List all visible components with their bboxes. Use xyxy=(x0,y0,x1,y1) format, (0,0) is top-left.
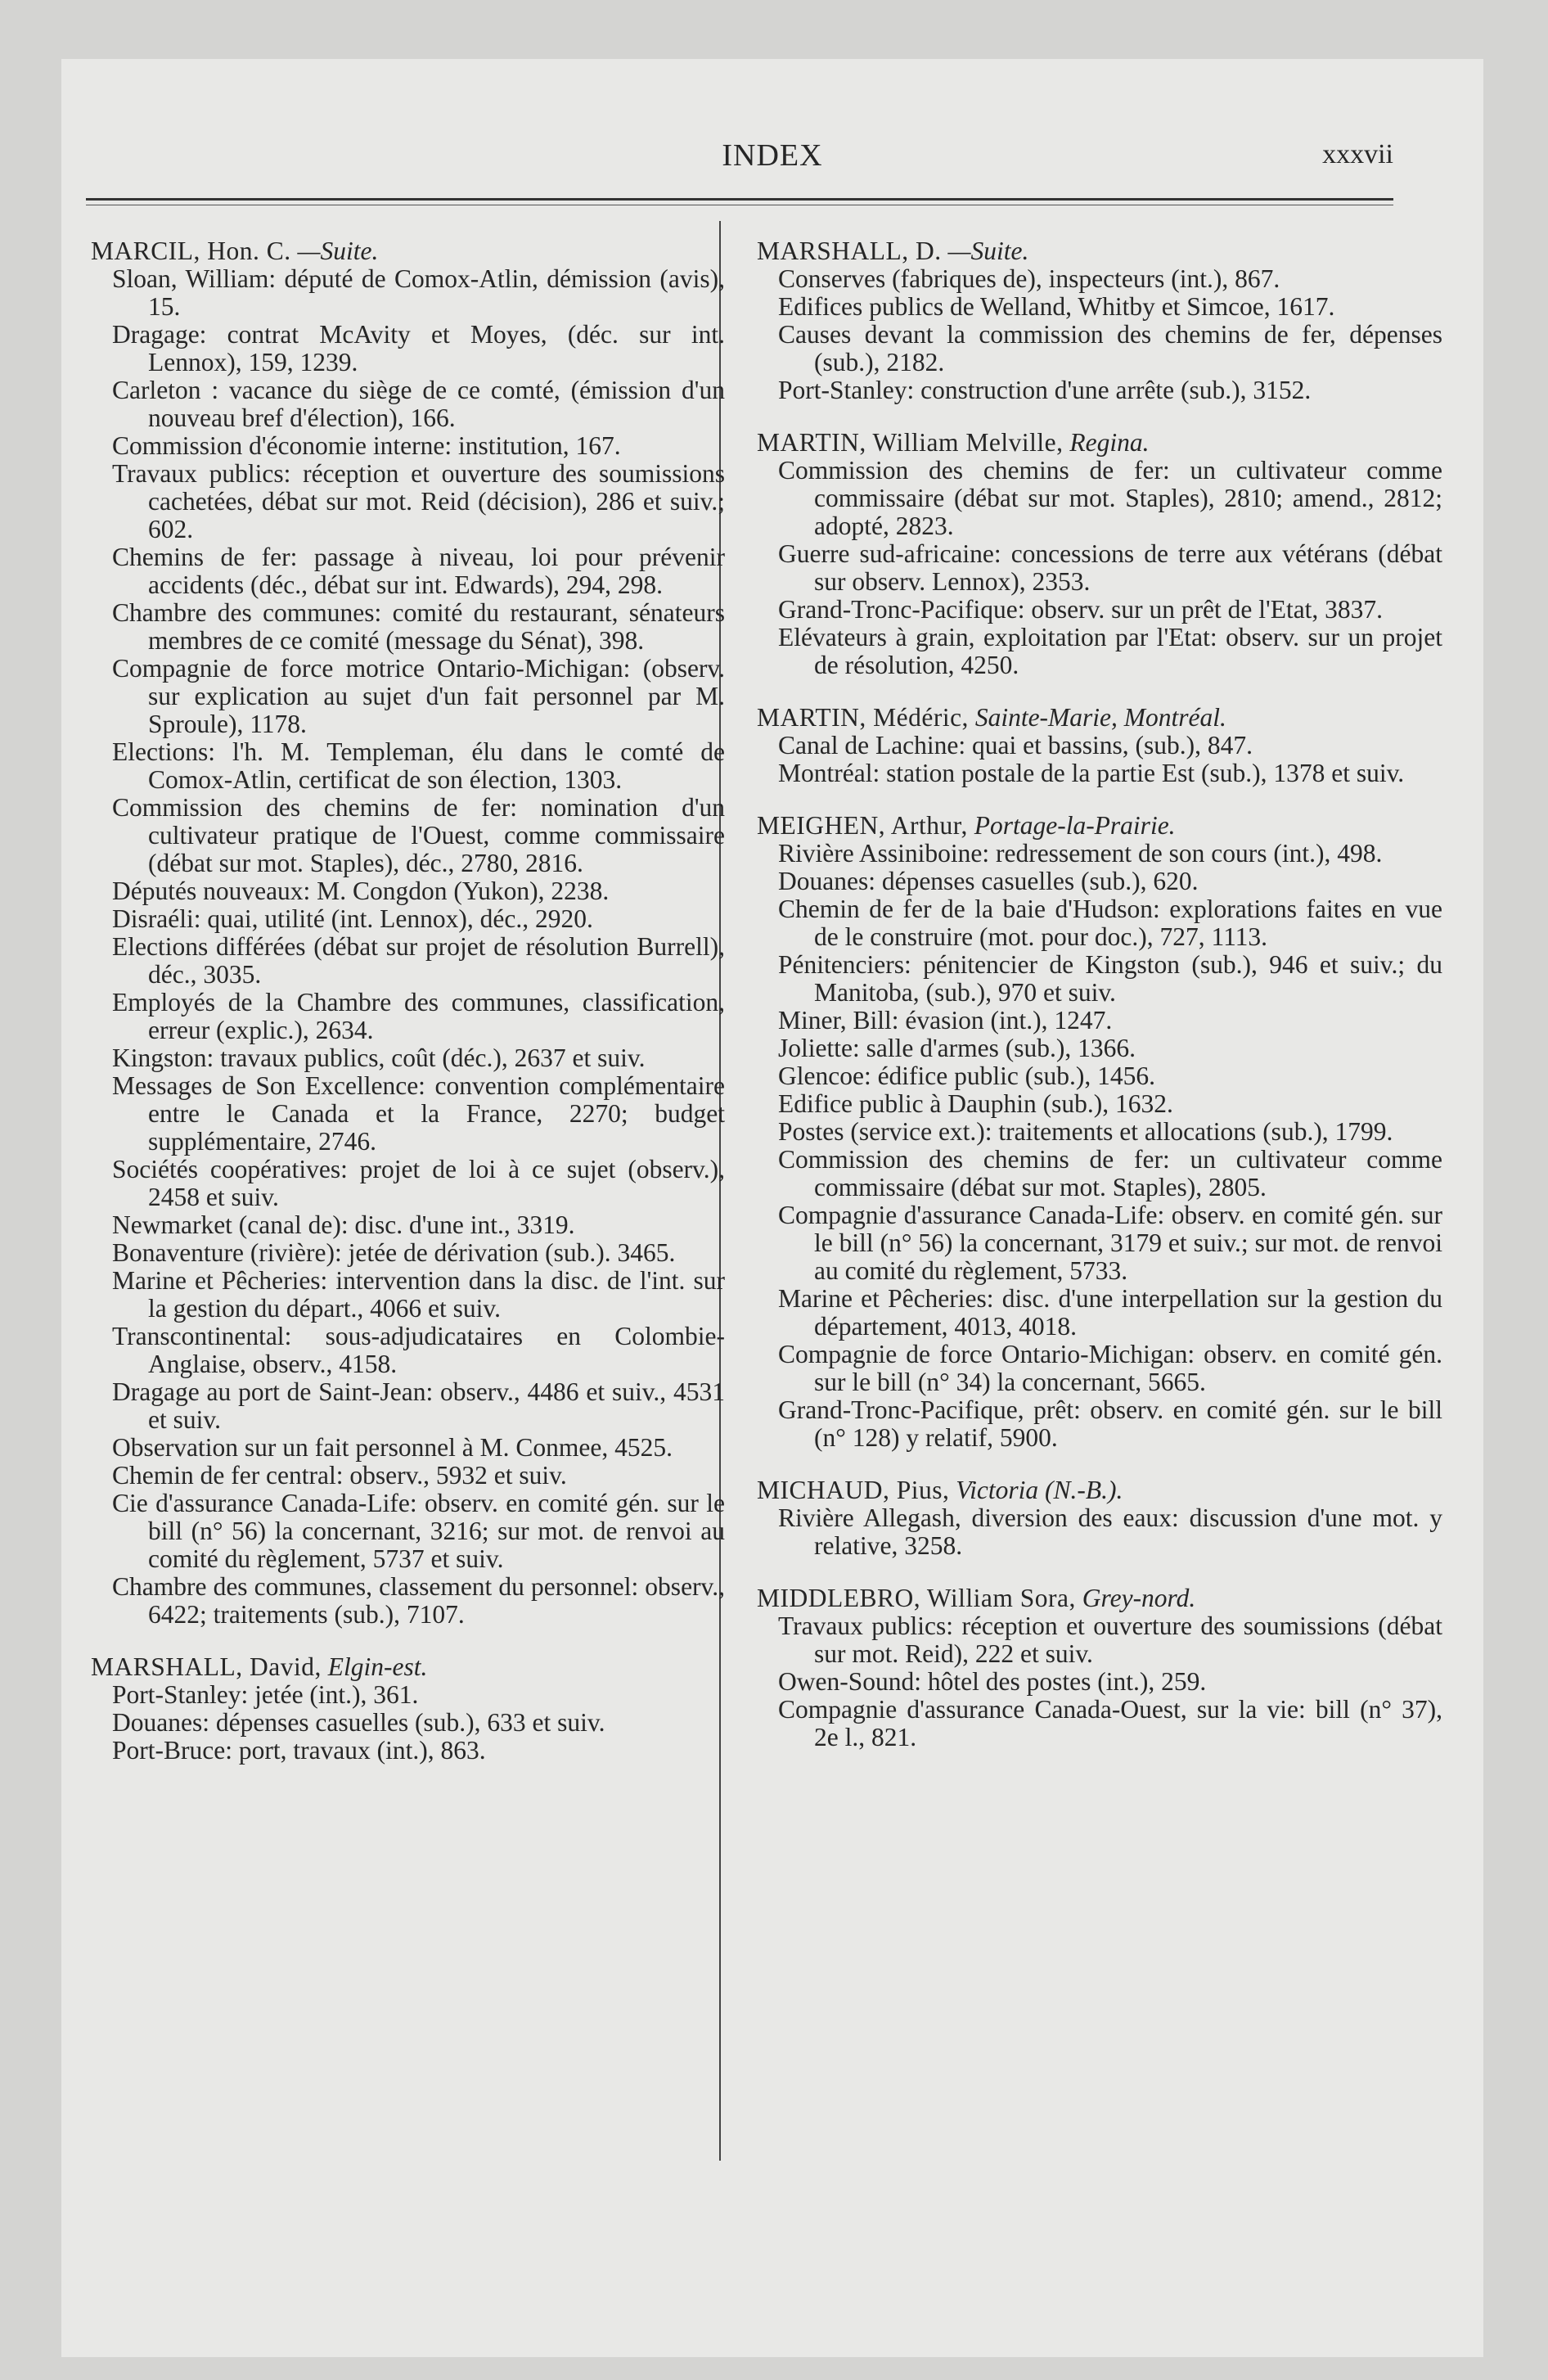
member-qualifier: Elgin-est. xyxy=(327,1652,428,1681)
index-entry: Commission des chemins de fer: un cultivateur comme commissaire (débat sur mot. Staples), 2805. xyxy=(778,1145,1442,1201)
index-entry: Députés nouveaux: M. Congdon (Yukon), 2238. xyxy=(112,877,610,905)
member-qualifier: —Suite. xyxy=(297,237,379,265)
index-entry: Elections: l'h. M. Templeman, élu dans le comté de Comox-Atlin, certificat de son élection, 1303. xyxy=(112,737,725,794)
index-entry: Chambre des communes, classement du personnel: observ., 6422; traitements (sub.), 7107. xyxy=(112,1572,725,1629)
index-heading xyxy=(757,237,1442,265)
index-entry: Chemin de fer central: observ., 5932 et suiv. xyxy=(112,1461,567,1490)
index-group xyxy=(757,429,1442,679)
member-qualifier: Sainte-Marie, Montréal. xyxy=(974,703,1226,732)
header-rule xyxy=(86,198,1393,201)
index-group xyxy=(757,237,1442,404)
index-entry: Port-Stanley: construction d'une arrête (sub.), 3152. xyxy=(778,376,1312,404)
index-entry: Employés de la Chambre des communes, classification, erreur (explic.), 2634. xyxy=(112,988,725,1044)
right-column xyxy=(716,237,1442,1776)
member-name: MIDDLEBRO, William Sora, xyxy=(757,1584,1076,1612)
index-entry: Guerre sud-africaine: concessions de terre aux vétérans (débat sur observ. Lennox), 2353. xyxy=(778,539,1442,596)
member-name: MICHAUD, Pius, xyxy=(757,1476,950,1504)
index-heading xyxy=(757,704,1442,732)
index-entry: Marine et Pêcheries: intervention dans la disc. de l'int. sur la gestion du départ., 4066 et suiv. xyxy=(112,1266,725,1323)
index-entry: Disraéli: quai, utilité (int. Lennox), déc., 2920. xyxy=(112,904,593,933)
index-entry: Carleton : vacance du siège de ce comté, (émission d'un nouveau bref d'élection), 166. xyxy=(112,376,725,432)
index-entry: Commission des chemins de fer: nomination d'un cultivateur pratique de l'Ouest, comme commissaire (débat sur mot. Staples), déc., 2780, 2816. xyxy=(112,793,725,877)
index-entry: Causes devant la commission des chemins de fer, dépenses (sub.), 2182. xyxy=(778,320,1442,376)
index-entry: Glencoe: édifice public (sub.), 1456. xyxy=(778,1062,1155,1090)
index-group xyxy=(757,1476,1442,1560)
index-entry: Travaux publics: réception et ouverture des soumissions (débat sur mot. Reid), 222 et suiv. xyxy=(778,1611,1442,1668)
index-entry: Compagnie d'assurance Canada-Life: observ. en comité gén. sur le bill (n° 56) la concernant, 3179 et suiv.; sur mot. de renvoi au comité du règlement, 5733. xyxy=(778,1201,1442,1285)
index-group xyxy=(757,812,1442,1452)
index-entry: Pénitenciers: pénitencier de Kingston (sub.), 946 et suiv.; du Manitoba, (sub.), 970 et suiv. xyxy=(778,950,1442,1007)
index-entry: Port-Stanley: jetée (int.), 361. xyxy=(112,1680,419,1709)
index-entry: Douanes: dépenses casuelles (sub.), 620. xyxy=(778,867,1199,895)
index-heading xyxy=(757,1584,1442,1612)
member-qualifier: —Suite. xyxy=(947,237,1029,265)
index-entry: Commission des chemins de fer: un cultivateur comme commissaire (débat sur mot. Staples), 2810; amend., 2812; adopté, 2823. xyxy=(778,456,1442,540)
index-entry: Bonaventure (rivière): jetée de dérivation (sub.). 3465. xyxy=(112,1238,676,1267)
index-entry: Chemin de fer de la baie d'Hudson: explorations faites en vue de le construire (mot. pour doc.), 727, 1113. xyxy=(778,895,1442,951)
index-group xyxy=(91,1653,725,1765)
index-entry: Kingston: travaux publics, coût (déc.), 2637 et suiv. xyxy=(112,1044,646,1072)
member-name: MEIGHEN, Arthur, xyxy=(757,811,968,840)
member-name: MARSHALL, D. xyxy=(757,237,942,265)
index-entry: Dragage au port de Saint-Jean: observ., 4486 et suiv., 4531 et suiv. xyxy=(112,1377,725,1434)
index-entry: Chambre des communes: comité du restaurant, sénateurs membres de ce comité (message du Sénat), 398. xyxy=(112,598,725,655)
member-name: MARCIL, Hon. C. xyxy=(91,237,291,265)
index-heading xyxy=(757,1476,1442,1504)
index-entry: Commission d'économie interne: institution, 167. xyxy=(112,431,621,460)
index-entry: Montréal: station postale de la partie Est (sub.), 1378 et suiv. xyxy=(778,759,1405,787)
index-entry: Compagnie de force Ontario-Michigan: observ. en comité gén. sur le bill (n° 34) la concernant, 5665. xyxy=(778,1340,1442,1396)
index-heading xyxy=(91,1653,725,1681)
index-entry: Postes (service ext.): traitements et allocations (sub.), 1799. xyxy=(778,1117,1393,1146)
index-entry: Port-Bruce: port, travaux (int.), 863. xyxy=(112,1736,486,1765)
page-number: xxxvii xyxy=(1322,139,1393,169)
index-heading xyxy=(91,237,725,265)
index-entry: Elévateurs à grain, exploitation par l'Etat: observ. sur un projet de résolution, 4250. xyxy=(778,623,1442,679)
index-entry: Transcontinental: sous-adjudicataires en Colombie-Anglaise, observ., 4158. xyxy=(112,1322,725,1378)
index-group xyxy=(757,1584,1442,1751)
index-entry: Messages de Son Excellence: convention complémentaire entre le Canada et la France, 2270; budget supplémentaire, 2746. xyxy=(112,1071,725,1156)
index-group xyxy=(91,237,725,1629)
member-qualifier: Regina. xyxy=(1069,428,1150,457)
index-entry: Marine et Pêcheries: disc. d'une interpellation sur la gestion du département, 4013, 4018. xyxy=(778,1284,1442,1341)
member-qualifier: Victoria (N.-B.). xyxy=(956,1476,1123,1504)
index-entry: Miner, Bill: évasion (int.), 1247. xyxy=(778,1006,1113,1034)
member-name: MARSHALL, David, xyxy=(91,1652,322,1681)
left-column xyxy=(91,237,725,1789)
index-entry: Conserves (fabriques de), inspecteurs (int.), 867. xyxy=(778,264,1280,293)
index-entry: Douanes: dépenses casuelles (sub.), 633 et suiv. xyxy=(112,1708,605,1737)
index-heading xyxy=(757,429,1442,457)
index-entry: Edifice public à Dauphin (sub.), 1632. xyxy=(778,1089,1173,1118)
index-entry: Canal de Lachine: quai et bassins, (sub.), 847. xyxy=(778,731,1253,760)
index-entry: Grand-Tronc-Pacifique: observ. sur un prêt de l'Etat, 3837. xyxy=(778,595,1384,624)
index-entry: Grand-Tronc-Pacifique, prêt: observ. en comité gén. sur le bill (n° 128) y relatif, 5900. xyxy=(778,1395,1442,1452)
index-entry: Cie d'assurance Canada-Life: observ. en comité gén. sur le bill (n° 56) la concernant, 3216; sur mot. de renvoi au comité du règlement, 5737 et suiv. xyxy=(112,1489,725,1573)
index-entry: Chemins de fer: passage à niveau, loi pour prévenir accidents (déc., débat sur int. Edwards), 294, 298. xyxy=(112,543,725,599)
index-entry: Sociétés coopératives: projet de loi à ce sujet (observ.), 2458 et suiv. xyxy=(112,1155,725,1211)
page-title: INDEX xyxy=(722,138,823,173)
index-entry: Owen-Sound: hôtel des postes (int.), 259. xyxy=(778,1667,1207,1696)
index-entry: Elections différées (débat sur projet de résolution Burrell), déc., 3035. xyxy=(112,932,725,989)
index-entry: Travaux publics: réception et ouverture des soumissions cachetées, débat sur mot. Reid (décision), 286 et suiv.; 602. xyxy=(112,459,725,543)
index-entry: Dragage: contrat McAvity et Moyes, (déc. sur int. Lennox), 159, 1239. xyxy=(112,320,725,376)
member-name: MARTIN, Médéric, xyxy=(757,703,969,732)
index-entry: Compagnie de force motrice Ontario-Michigan: (observ. sur explication au sujet d'un fait personnel par M. Sproule), 1178. xyxy=(112,654,725,738)
index-entry: Rivière Assiniboine: redressement de son cours (int.), 498. xyxy=(778,839,1383,868)
index-heading xyxy=(757,812,1442,840)
member-qualifier: Portage-la-Prairie. xyxy=(974,811,1176,840)
index-entry: Rivière Allegash, diversion des eaux: discussion d'une mot. y relative, 3258. xyxy=(778,1503,1442,1560)
index-group xyxy=(757,704,1442,787)
index-entry: Newmarket (canal de): disc. d'une int., 3319. xyxy=(112,1210,575,1239)
index-page xyxy=(61,59,1483,2357)
member-name: MARTIN, William Melville, xyxy=(757,428,1064,457)
index-entry: Edifices publics de Welland, Whitby et Simcoe, 1617. xyxy=(778,292,1335,321)
member-qualifier: Grey-nord. xyxy=(1082,1584,1196,1612)
index-entry: Compagnie d'assurance Canada-Ouest, sur la vie: bill (n° 37), 2e l., 821. xyxy=(778,1695,1442,1751)
index-entry: Joliette: salle d'armes (sub.), 1366. xyxy=(778,1034,1136,1062)
index-entry: Sloan, William: député de Comox-Atlin, démission (avis), 15. xyxy=(112,264,725,321)
index-entry: Observation sur un fait personnel à M. Conmee, 4525. xyxy=(112,1433,673,1462)
